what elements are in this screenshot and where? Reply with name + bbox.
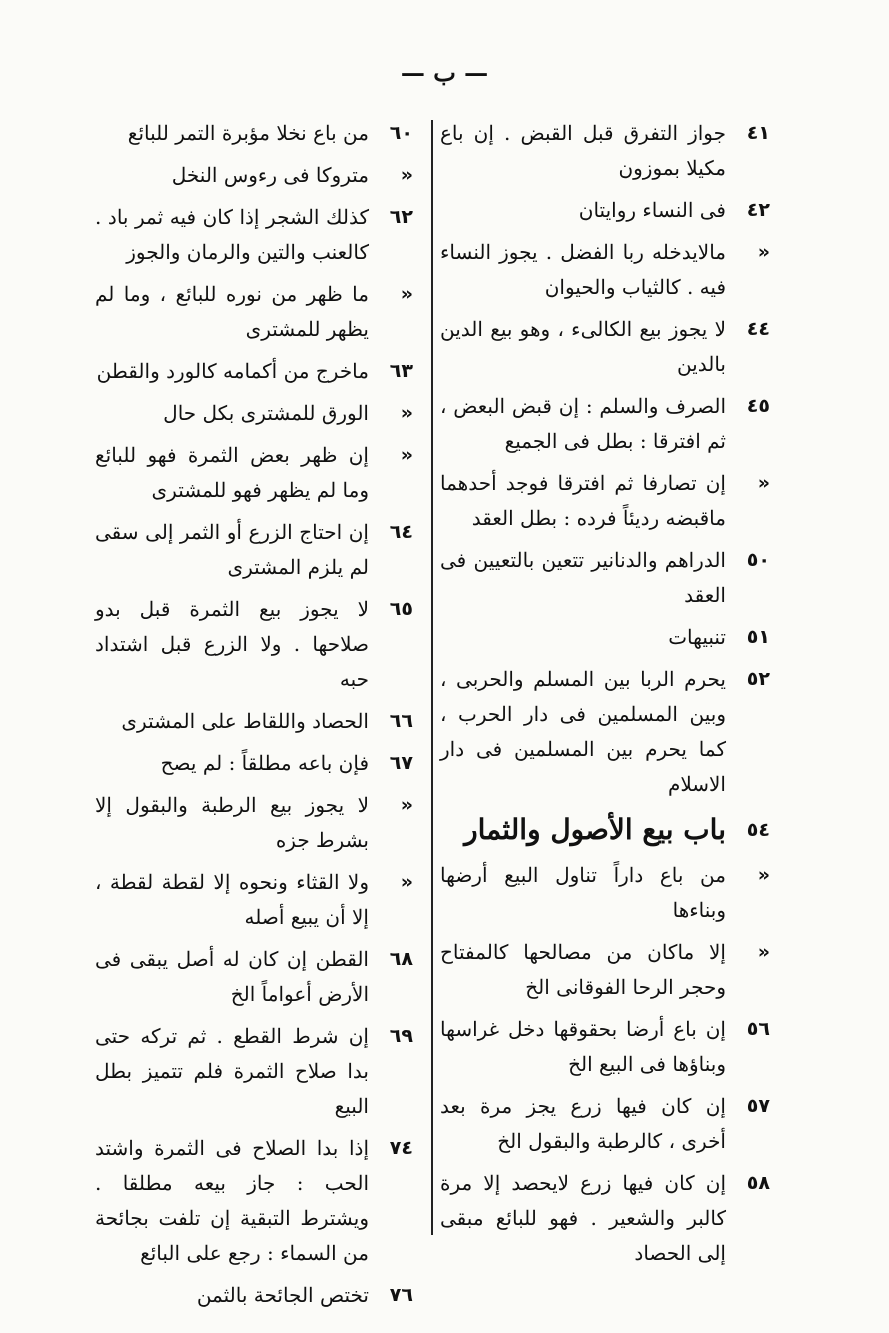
entry-text: إلا ماكان من مصالحها كالمفتاح وحجر الرحا الفوقانى الخ: [440, 940, 726, 999]
entry-text: تنبيهات: [668, 625, 726, 649]
index-entry: [440, 543, 770, 613]
entry-text: إن باع أرضا بحقوقها دخل غراسها وبناؤها فى البيع الخ: [440, 1017, 726, 1076]
entry-text: إن كان فيها زرع يجز مرة بعد أخرى ، كالرطبة والبقول الخ: [440, 1094, 726, 1153]
index-entry: [95, 865, 413, 935]
entry-text: من باع نخلا مؤبرة التمر للبائع: [127, 121, 369, 145]
page-number: «: [400, 871, 413, 893]
entry-text: ولا القثاء ونحوه إلا لقطة لقطة ، إلا أن يبيع أصله: [95, 870, 369, 929]
page-number: ٥٠: [746, 549, 770, 571]
index-entry: [95, 746, 413, 781]
entry-text: تختص الجائحة بالثمن: [196, 1283, 369, 1307]
index-entry: [95, 788, 413, 858]
page-number: ٤٥: [746, 395, 770, 417]
page-number: ٦٩: [389, 1025, 413, 1047]
entry-text: جواز التفرق قبل القبض . إن باع مكيلا بموزون: [440, 121, 726, 180]
section-heading: [440, 809, 770, 851]
entry-text: إن احتاج الزرع أو الثمر إلى سقى لم يلزم المشترى: [95, 520, 369, 579]
index-entry: [440, 1012, 770, 1082]
index-entry: [440, 935, 770, 1005]
entry-text: كذلك الشجر إذا كان فيه ثمر باد . كالعنب والتين والرمان والجوز: [95, 205, 369, 264]
index-entry: [95, 942, 413, 1012]
index-entry: [95, 354, 413, 389]
page-number: ٦٦: [389, 710, 413, 732]
index-entry: [440, 466, 770, 536]
index-entry: [95, 1278, 413, 1313]
index-entry: [95, 438, 413, 508]
page-number: «: [400, 164, 413, 186]
page-number: ٧٦: [389, 1284, 413, 1306]
page-number: ٦٣: [389, 360, 413, 382]
page-number: «: [757, 241, 770, 263]
entry-text: لا يجوز بيع الرطبة والبقول إلا بشرط جزه: [95, 793, 369, 852]
entry-text: لا يجوز بيع الثمرة قبل بدو صلاحها . ولا الزرع قبل اشتداد حبه: [95, 597, 369, 691]
page-number: ٥٤: [746, 819, 770, 841]
entry-text: باب بيع الأصول والثمار: [464, 813, 726, 846]
entry-text: إن شرط القطع . ثم تركه حتى بدا صلاح الثمرة فلم تتميز بطل البيع: [95, 1024, 369, 1118]
index-entry: [440, 235, 770, 305]
page-number: «: [400, 444, 413, 466]
index-entry: [440, 312, 770, 382]
entry-text: القطن إن كان له أصل يبقى فى الأرض أعواماً الخ: [95, 947, 369, 1006]
index-entry: [95, 704, 413, 739]
index-entry: [440, 620, 770, 655]
entry-text: متروكا فى رءوس النخل: [171, 163, 369, 187]
page-number: ٥٧: [746, 1095, 770, 1117]
page-number: ٦٠: [389, 122, 413, 144]
entry-text: فى النساء روايتان: [578, 198, 726, 222]
right-column: [440, 116, 770, 1278]
page-number: «: [757, 941, 770, 963]
index-entry: [95, 1019, 413, 1124]
entry-text: فإن باعه مطلقاً : لم يصح: [160, 751, 369, 775]
index-entry: [440, 1166, 770, 1271]
index-entry: [95, 277, 413, 347]
page-number: «: [757, 864, 770, 886]
index-entry: [95, 592, 413, 697]
entry-text: الورق للمشترى بكل حال: [163, 401, 369, 425]
page-number: ٦٧: [389, 752, 413, 774]
page-number: ٥٢: [746, 668, 770, 690]
index-entry: [440, 1089, 770, 1159]
entry-text: مالايدخله ربا الفضل . يجوز النساء فيه . كالثياب والحيوان: [440, 240, 726, 299]
entry-text: الصرف والسلم : إن قبض البعض ، ثم افترقا : بطل فى الجميع: [440, 394, 726, 453]
page-number: «: [400, 402, 413, 424]
index-entry: [440, 858, 770, 928]
page-number: ٦٤: [389, 521, 413, 543]
index-entry: [95, 515, 413, 585]
entry-text: إن تصارفا ثم افترقا فوجد أحدهما ماقبضه رديئاً فرده : بطل العقد: [440, 471, 726, 530]
index-entry: [440, 389, 770, 459]
entry-text: يحرم الربا بين المسلم والحربى ، وبين المسلمين فى دار الحرب ، كما يحرم بين المسلمين فى دار الاسلام: [440, 667, 726, 796]
index-entry: [440, 193, 770, 228]
index-entry: [95, 158, 413, 193]
entry-text: الدراهم والدنانير تتعين بالتعيين فى العقد: [440, 548, 726, 607]
page-number: ٥٨: [746, 1172, 770, 1194]
entry-text: من باع داراً تناول البيع أرضها وبناءها: [440, 863, 726, 922]
page-number: «: [757, 472, 770, 494]
page-number: ٦٨: [389, 948, 413, 970]
entry-text: ما ظهر من نوره للبائع ، وما لم يظهر للمشترى: [95, 282, 369, 341]
page-number: ٤٤: [746, 318, 770, 340]
index-entry: [440, 116, 770, 186]
index-entry: [440, 662, 770, 802]
page-number: ٤١: [746, 122, 770, 144]
entry-text: إذا بدا الصلاح فى الثمرة واشتد الحب : جاز بيعه مطلقا . ويشترط التبقية إن تلفت بجائحة من السماء : رجع على البائع: [95, 1136, 369, 1265]
entry-text: إن ظهر بعض الثمرة فهو للبائع وما لم يظهر فهو للمشترى: [95, 443, 369, 502]
page-number: ٥١: [746, 626, 770, 648]
column-divider: [431, 120, 433, 1235]
page-number: «: [400, 794, 413, 816]
index-entry: [95, 1131, 413, 1271]
index-entry: [95, 200, 413, 270]
page-marker: — ب —: [400, 58, 489, 87]
page-number: ٦٥: [389, 598, 413, 620]
entry-text: إن كان فيها زرع لايحصد إلا مرة كالبر والشعير . فهو للبائع مبقى إلى الحصاد: [440, 1171, 726, 1265]
entry-text: الحصاد واللقاط على المشترى: [121, 709, 369, 733]
left-column: [95, 116, 413, 1320]
entry-text: لا يجوز بيع الكالىء ، وهو بيع الدين بالدين: [440, 317, 726, 376]
index-entry: [95, 116, 413, 151]
page-number: ٧٤: [389, 1137, 413, 1159]
page-number: «: [400, 283, 413, 305]
entry-text: ماخرج من أكمامه كالورد والقطن: [96, 359, 369, 383]
page-number: ٥٦: [746, 1018, 770, 1040]
index-entry: [95, 396, 413, 431]
page-number: ٦٢: [389, 206, 413, 228]
page-number: ٤٢: [746, 199, 770, 221]
